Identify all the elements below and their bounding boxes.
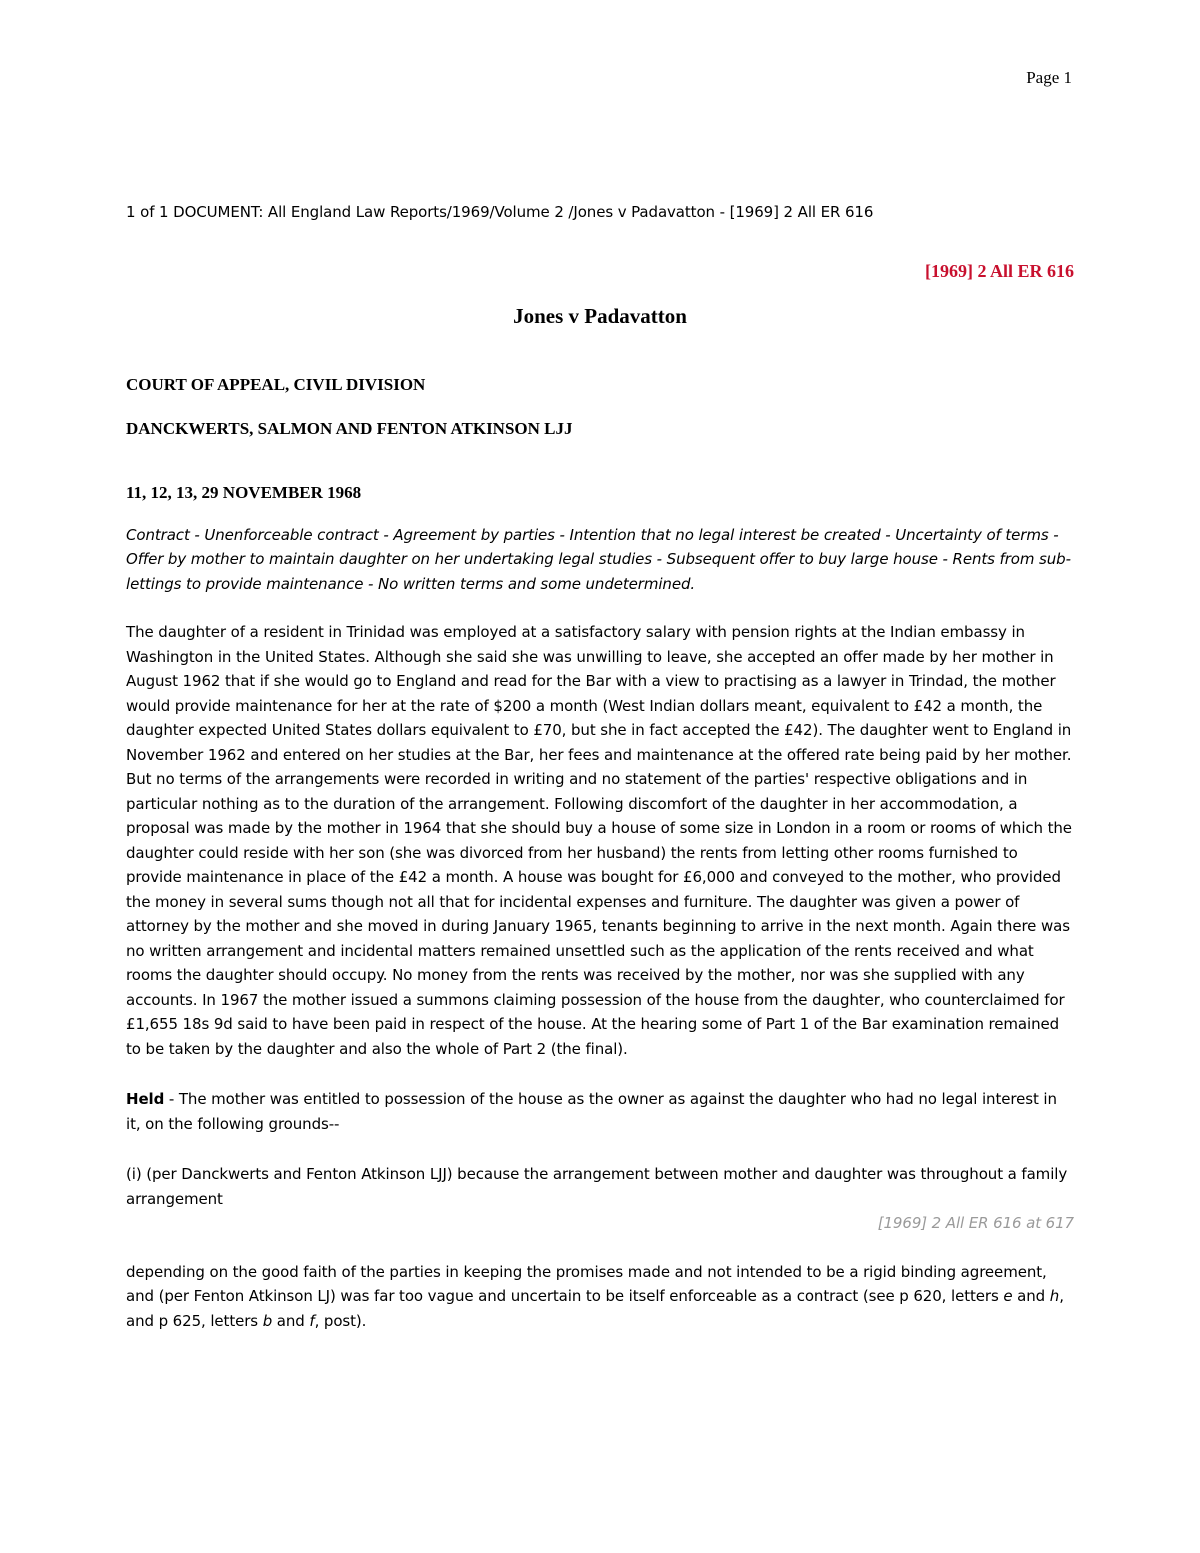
held-paragraph (126, 1087, 1074, 1136)
continuation-paragraph (126, 1260, 1074, 1334)
case-title: Jones v Padavatton (513, 303, 687, 328)
letter-h: h (1049, 1287, 1060, 1305)
judges-line: DANCKWERTS, SALMON AND FENTON ATKINSON LJJ (126, 418, 573, 438)
page-number-label: Page 1 (1026, 68, 1072, 87)
page-reference-marker[interactable]: [1969] 2 All ER 616 at 617 (877, 1214, 1074, 1232)
document-body (126, 200, 1074, 1333)
document-header-line: 1 of 1 DOCUMENT: All England Law Reports/1969/Volume 2 /Jones v Padavatton - [1969] 2 All ER 616 (126, 203, 874, 221)
facts-paragraph: The daughter of a resident in Trinidad was employed at a satisfactory salary with pension rights at the Indian embassy in Washington in the United States. Although she said she was unwilling to leave, she accepted an offer made by her mother in August 1962 that if she would go to England and read for the Bar with a view to practising as a lawyer in Trindad, the mother would provide maintenance for her at the rate of $200 a month (West Indian dollars meant, equivalent to £42 a month, the daughter expected United States dollars equivalent to £70, but she in fact accepted the £42). The daughter went to England in November 1962 and entered on her studies at the Bar, her fees and maintenance at the offered rate being paid by her mother. But no terms of the arrangements were recorded in writing and no statement of the parties' respective obligations and in particular nothing as to the duration of the arrangement. Following discomfort of the daughter in her accommodation, a proposal was made by the mother in 1964 that she should buy a house of some size in London in a room or rooms of which the daughter could reside with her son (she was divorced from her husband) the rents from letting other rooms furnished to provide maintenance in place of the £42 a month. A house was bought for £6,000 and conveyed to the mother, who provided the money in several sums though not all that for incidental expenses and furniture. The daughter was given a power of attorney by the mother and she moved in during January 1965, tenants beginning to arrive in the next month. Again there was no written arrangement and incidental matters remained unsettled such as the application of the rents received and what rooms the daughter should occupy. No money from the rents was received by the mother, nor was she supplied with any accounts. In 1967 the mother issued a summons claiming possession of the house from the daughter, who counterclaimed for £1,655 18s 9d said to have been paid in respect of the house. At the hearing some of Part 1 of the Bar examination remained to be taken by the daughter and also the whole of Part 2 (the final). (126, 623, 1072, 1058)
continuation-and-1: and (1012, 1287, 1050, 1305)
continuation-text-1: depending on the good faith of the parties in keeping the promises made and not intended to be a rigid binding agreement, and (per Fenton Atkinson LJ) was far too vague and uncertain to be itself enforceable as a contract (see p 620, letters (126, 1262, 1047, 1305)
letter-b: b (262, 1311, 273, 1330)
letter-e: e (1003, 1287, 1013, 1305)
court-name: COURT OF APPEAL, CIVIL DIVISION (126, 374, 426, 394)
continuation-text-2: , and p 625, letters (126, 1287, 1064, 1330)
case-citation-link[interactable]: [1969] 2 All ER 616 (924, 260, 1074, 281)
continuation-and-2: and (272, 1311, 310, 1330)
held-label: Held (126, 1090, 165, 1108)
catchwords-paragraph: Contract - Unenforceable contract - Agreement by parties - Intention that no legal interest be created - Uncertainty of terms - Offer by mother to maintain daughter on her undertaking legal studies - Subsequent offer to buy large house - Rents from sub-lettings to provide maintenance - No written terms and some undetermined. (126, 525, 1071, 593)
continuation-text-3: , post). (314, 1311, 367, 1330)
letter-f: f (309, 1311, 315, 1330)
hearing-dates: 11, 12, 13, 29 NOVEMBER 1968 (126, 482, 362, 502)
held-text: - The mother was entitled to possession of the house as the owner as against the daughter who had no legal interest in it, on the following grounds-- (126, 1090, 1057, 1133)
ground-paragraph: (i) (per Danckwerts and Fenton Atkinson LJJ) because the arrangement between mother and daughter was throughout a family arrangement (126, 1165, 1068, 1208)
